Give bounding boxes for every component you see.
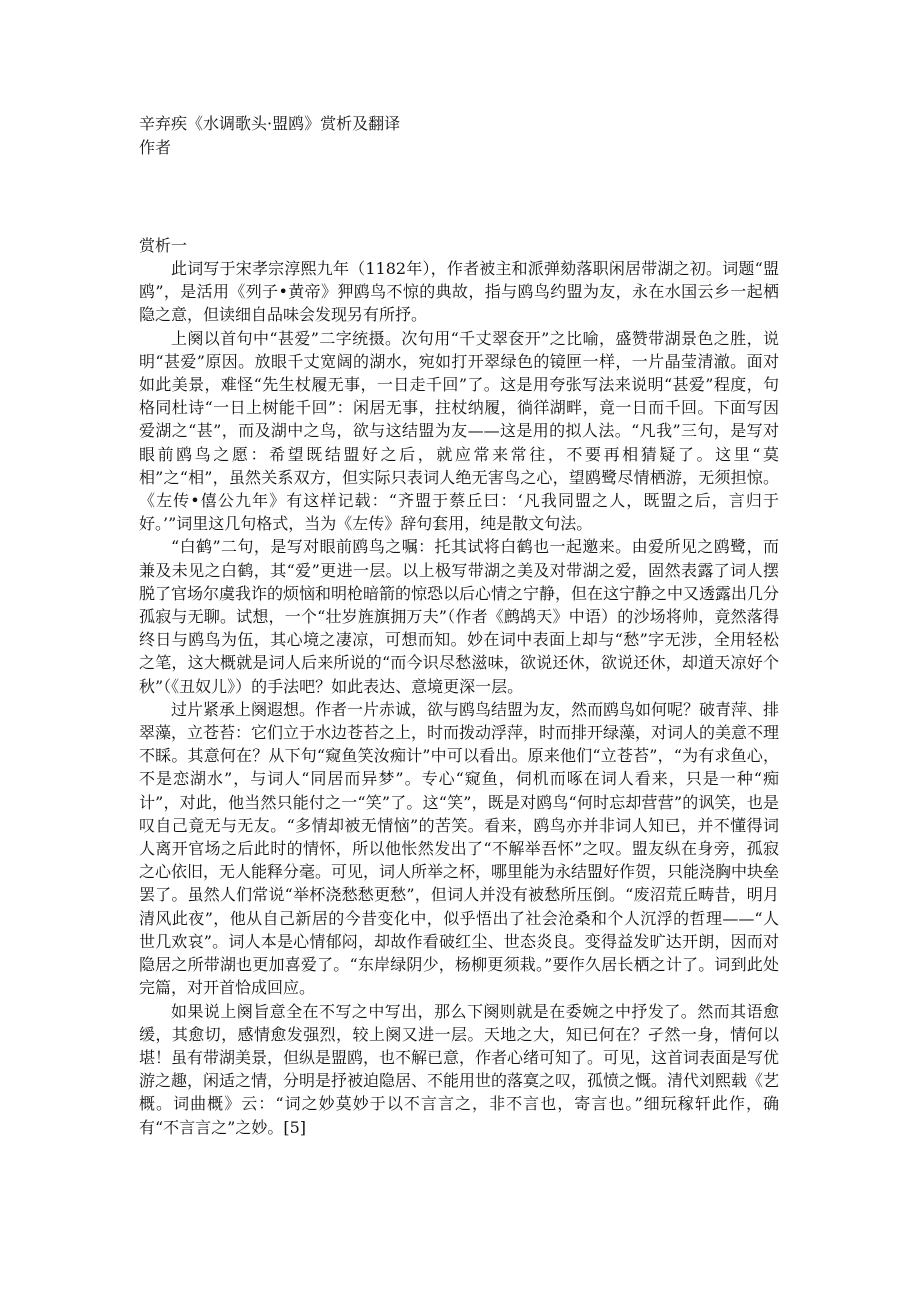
document-body [139, 257, 779, 1139]
section-heading: 赏析一 [139, 236, 188, 255]
paragraph-2: 上阕以首句中“甚爱”二字统摄。次句用“千丈翠奁开”之比喻，盛赞带湖景色之胜，说明“甚爱”原因。放眼千丈宽阔的湖水，宛如打开翠绿色的镜匣一样，一片晶莹清澈。面对如此美景，难怪“先生杖履无事，一日走千回”了。这是用夸张写法来说明“甚爱”程度，句格同杜诗“一日上树能千回”：闲居无事，拄杖纳履，徜徉湖畔，竟一日而千回。下面写因爱湖之“甚”，而及湖中之鸟，欲与这结盟为友——这是用的拟人法。“凡我”三句，是写对眼前鸥鸟之愿：希望既结盟好之后，就应常来常往，不要再相猜疑了。这里“莫相”之“相”，虽然关系双方，但实际只表词人绝无害鸟之心，望鸥鹭尽情栖游，无须担惊。《左传•僖公九年》有这样记载：“齐盟于蔡丘曰：‘凡我同盟之人，既盟之后，言归于好。’”词里这几句格式，当为《左传》辞句套用，纯是散文句法。 [139, 328, 779, 534]
document-title: 辛弃疾《水调歌头·盟鸥》赏析及翻译 [139, 114, 401, 133]
paragraph-5: 如果说上阕旨意全在不写之中写出，那么下阕则就是在委婉之中抒发了。然而其语愈缓，其愈切，感情愈发强烈，较上阕又进一层。天地之大，知已何在？孑然一身，情何以堪！虽有带湖美景，但纵是盟鸥，也不解已意，作者心绪可知了。可见，这首词表面是写优游之趣，闲适之情，分明是抒被迫隐居、不能用世的落寞之叹，孤愤之慨。清代刘熙载《艺概。词曲概》云：“词之妙莫妙于以不言言之，非不言也，寄言也。”细玩稼轩此作，确有“不言言之”之妙。[5] [139, 1001, 780, 1137]
paragraph-4: 过片紧承上阕遐想。作者一片赤诚，欲与鸥鸟结盟为友，然而鸥鸟如何呢？破青萍、排翠藻，立苍苔：它们立于水边苍苔之上，时而拨动浮萍，时而排开绿藻，对词人的美意不理不睬。其意何在？从下句“窥鱼笑汝痴计”中可以看出。原来他们“立苍苔”，“为有求鱼心，不是恋湖水”，与词人“同居而异梦”。专心“窥鱼，伺机而啄在词人看来，只是一种“痴计”，对此，他当然只能付之一“笑”了。这“笑”，既是对鸥鸟“何时忘却营营”的讽笑，也是叹自己竟无与无友。“多情却被无情恼”的苦笑。看来，鸥鸟亦并非词人知已，并不懂得词人离开官场之后此时的情怀，所以他怅然发出了“不解举吾怀”之叹。盟友纵在身旁，孤寂之心依旧，无人能释分毫。可见，词人所举之杯，哪里能为永结盟好作贺，只能浇胸中块垒罢了。虽然人们常说“举杯浇愁愁更愁”，但词人并没有被愁所压倒。“废沼荒丘畴昔，明月清风此夜”，他从自己新居的今昔变化中，似乎悟出了社会沧桑和个人沉浮的哲理——“人世几欢哀”。词人本是心情郁闷，却故作看破红尘、世态炎良。变得益发旷达开朗，因而对隐居之所带湖也更加喜爱了。“东岸绿阴少，杨柳更须栽。”要作久居长栖之计了。词到此处完篇，对开首恰成回应。 [139, 699, 780, 998]
paragraph-1: 此词写于宋孝宗淳熙九年（1182年），作者被主和派弹劾落职闲居带湖之初。词题“盟鸥”，是活用《列子•黄帝》狎鸥鸟不惊的典故，指与鸥鸟约盟为友，永在水国云乡一起栖隐之意，但读细自品味会发现另有所抒。 [139, 259, 779, 325]
paragraph-3: “白鹤”二句，是写对眼前鸥鸟之嘱：托其试将白鹤也一起邀来。由爱所见之鸥鹭，而兼及未见之白鹤，其“爱”更进一层。以上极写带湖之美及对带湖之爱，固然表露了词人摆脱了官场尔虞我诈的烦恼和明枪暗箭的惊恐以后心情之宁静，但在这宁静之中又透露出几分孤寂与无聊。试想，一个“壮岁旌旗拥万夫”（作者《鹧鸪天》中语）的沙场将帅，竟然落得终日与鸥鸟为伍，其心境之凄凉，可想而知。妙在词中表面上却与“愁”字无涉，全用轻松之笔，这大概就是词人后来所说的“而今识尽愁滋味，欲说还休，欲说还休，却道天凉好个秋”（《丑奴儿》）的手法吧？如此表达、意境更深一层。 [139, 537, 780, 696]
document-author: 作者 [139, 138, 172, 157]
